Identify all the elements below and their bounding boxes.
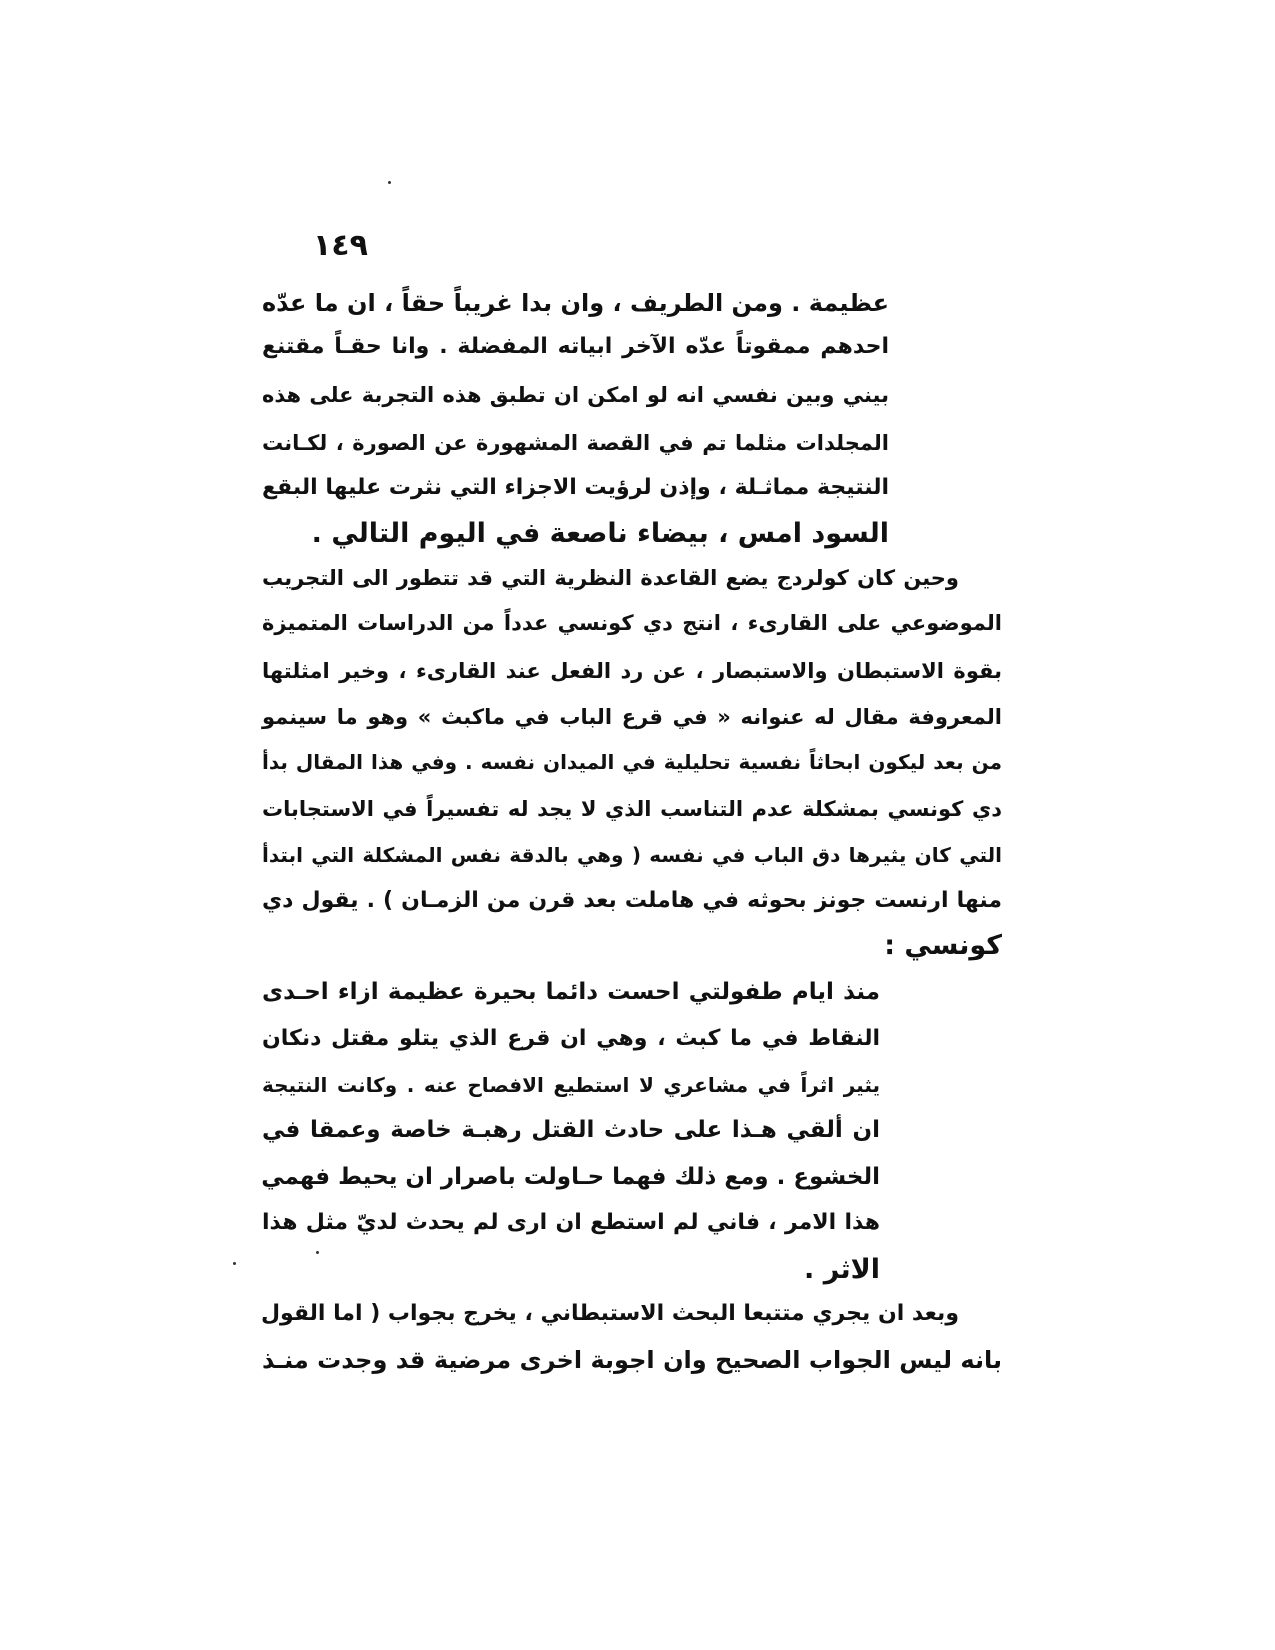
text-line: بانه ليس الجواب الصحيح وان اجوبة اخرى مرضية قد وجدت منـذ xyxy=(262,1346,1002,1374)
text-line: وحين كان كولردج يضع القاعدة النظرية التي قد تتطور الى التجريب xyxy=(262,566,959,590)
quote-line: منذ ايام طفولتي احست دائما بحيرة عظيمة ازاء احـدى xyxy=(262,979,880,1005)
text-line: بيني وبين نفسي انه لو امكن ان تطبق هذه التجربة على هذه xyxy=(262,383,889,407)
quote-line: يثير اثراً في مشاعري لا استطيع الافصاح عنه . وكانت النتيجة xyxy=(262,1073,880,1097)
text-line: من بعد ليكون ابحاثاً نفسية تحليلية في الميدان نفسه . وفي هذا المقال بدأ xyxy=(262,750,1002,774)
quote-line: الخشوع . ومع ذلك فهما حـاولت باصرار ان يحيط فهمي xyxy=(261,1164,880,1190)
scan-speck xyxy=(233,1262,236,1265)
text-line: دي كونسي بمشكلة عدم التناسب الذي لا يجد له تفسيراً في الاستجابات xyxy=(262,797,1002,821)
quote-line: الاثر . xyxy=(804,1254,880,1285)
quote-line: هذا الامر ، فاني لم استطع ان ارى لم يحدث لديّ مثل هذا xyxy=(262,1210,880,1235)
text-line: النتيجة مماثـلة ، وإذن لرؤيت الاجزاء التي نثرت عليها البقع xyxy=(262,475,889,500)
text-line: عظيمة . ومن الطريف ، وان بدا غريباً حقاً ، ان ما عدّه xyxy=(262,289,889,317)
text-line: التي كان يثيرها دق الباب في نفسه ( وهي بالدقة نفس المشكلة التي ابتدأ xyxy=(262,843,1002,867)
text-line: منها ارنست جونز بحوثه في هاملت بعد قرن من الزمـان ) . يقول دي xyxy=(262,888,1002,913)
text-line: بقوة الاستبطان والاستبصار ، عن رد الفعل عند القارىء ، وخير امثلتها xyxy=(262,659,1002,683)
quote-line: ان ألقي هـذا على حادث القتل رهبـة خاصة وعمقا في xyxy=(262,1117,880,1143)
text-line: احدهم ممقوتاً عدّه الآخر ابياته المفضلة . وانا حقـاً مقتنع xyxy=(262,334,889,359)
scan-speck xyxy=(388,181,391,184)
text-line: وبعد ان يجري متتبعا البحث الاستبطاني ، يخرج بجواب ( اما القول xyxy=(260,1301,959,1326)
text-line: كونسي : xyxy=(884,930,1002,961)
text-line: الموضوعي على القارىء ، انتج دي كونسي عدداً من الدراسات المتميزة xyxy=(262,611,1002,635)
quote-line: النقاط في ما كبث ، وهي ان قرع الذي يتلو مقتل دنكان xyxy=(262,1026,880,1051)
text-line: المجلدات مثلما تم في القصة المشهورة عن الصورة ، لكـانت xyxy=(262,431,889,455)
text-line: السود امس ، بيضاء ناصعة في اليوم التالي . xyxy=(311,518,889,549)
text-line: المعروفة مقال له عنوانه « في قرع الباب في ماكبث » وهو ما سينمو xyxy=(262,705,1002,729)
page-number: ١٤٩ xyxy=(313,228,368,263)
